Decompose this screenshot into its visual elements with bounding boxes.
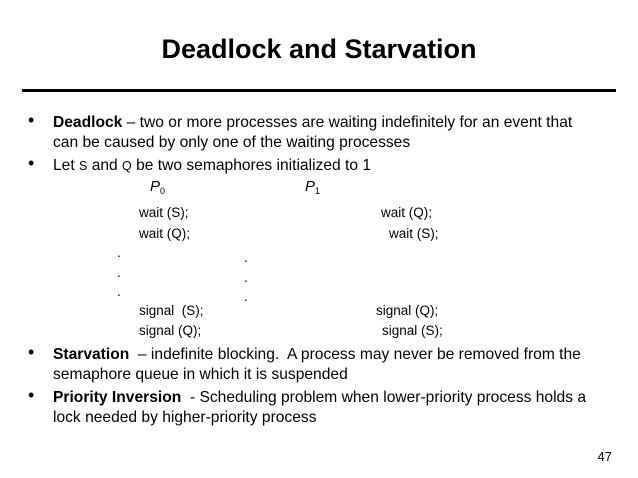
semaphore-prefix: Let [53,157,80,174]
deadlock-text-line1: – two or more processes are waiting indefinitely for an event that [122,114,573,131]
starvation-text-line2: semaphore queue in which it is suspended [53,366,348,383]
priority-inversion-term: Priority Inversion [53,389,182,406]
p0-code-line: signal (S); [139,303,204,318]
ellipsis-dot: . [117,284,121,299]
priority-inversion-text-line1: - Scheduling problem when lower-priority process holds a [181,389,587,406]
p0-code-line: wait (Q); [139,226,191,241]
p1-code-line: wait (S); [389,226,439,241]
bullet-marker: • [28,153,35,173]
bullet-semaphores [53,156,623,176]
p1-code-line: wait (Q); [381,205,433,220]
ellipsis-dot: . [117,245,121,260]
p0-code-line: wait (S); [139,205,189,220]
bullet-marker: • [28,385,35,405]
process-p1-label: $P_1$ [305,178,321,196]
deadlock-text-line2: can be caused by only one of the waiting processes [53,134,411,151]
deadlock-term: Deadlock [53,114,123,131]
page-number: 47 [597,449,612,464]
semaphore-q: Q [122,159,132,173]
p1-code-line: signal (Q); [376,303,439,318]
ellipsis-dot: . [117,265,121,280]
semaphore-s: S [79,159,88,173]
bullet-marker: • [28,110,35,130]
title-divider [22,89,616,92]
p1-code-line: signal (S); [382,323,443,338]
semaphore-suffix: be two semaphores initialized to 1 [131,157,372,174]
slide-title: Deadlock and Starvation [161,34,477,64]
p0-code-line: signal (Q); [139,323,202,338]
priority-inversion-text-line2: lock needed by higher-priority process [53,409,317,426]
process-p0-label: $P_0$ [150,178,166,196]
starvation-term: Starvation [53,346,130,363]
bullet-marker: • [28,342,35,362]
bullet-priority-inversion [53,388,623,428]
ellipsis-dot: . [244,270,248,285]
semaphore-mid: and [87,157,123,174]
ellipsis-dot: . [244,289,248,304]
bullet-deadlock [53,113,623,153]
starvation-text-line1: – indefinite blocking. A process may never be removed from the [129,346,581,363]
bullet-starvation [53,345,623,385]
ellipsis-dot: . [244,250,248,265]
